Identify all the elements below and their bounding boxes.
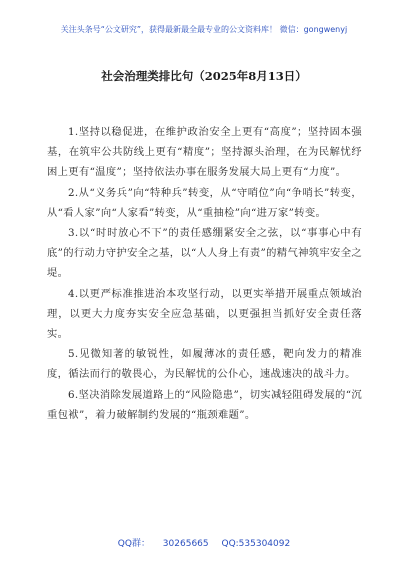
paragraph-2: 2.从“义务兵”向“特种兵”转变，从“守哨位”向“争哨长”转变，从“看人家”向“人家看”转变，从“重抽检”向“进万家”转变。 [47, 186, 362, 219]
header-notice: 关注头条号“公文研究”，获得最新最全最专业的公文资料库！ 微信：gongwenyj [60, 25, 348, 34]
footer-contact: QQ群： 30265665 QQ:535304092 [117, 539, 291, 549]
paragraph-5: 5.见微知著的敏锐性，如履薄冰的责任感，靶向发力的精准度，循法而行的敬畏心，为民解忧的公仆心，速战速决的战斗力。 [47, 348, 362, 381]
paragraph-1: 1.坚持以稳促进，在维护政治安全上更有“高度”；坚持固本强基，在筑牢公共防线上更有“精度”；坚持源头治理，在为民解忧纾困上更有“温度”；坚持依法办事在服务发展大局上更有“力度”。 [47, 126, 362, 179]
paragraph-3: 3.以“时时放心不下”的责任感绷紧安全之弦，以“事事心中有底”的行动力守护安全之基，以“人人身上有责”的精气神筑牢安全之堤。 [47, 227, 362, 280]
document-title: 社会治理类排比句（2025年8月13日） [101, 69, 307, 83]
paragraph-4: 4.以更严标准推进治本攻坚行动，以更实举措开展重点领域治理，以更大力度夯实安全应急基础，以更强担当抓好安全责任落实。 [47, 287, 362, 341]
paragraph-6: 6.坚决消除发展道路上的“风险隐患”，切实减轻阻碍发展的“沉重包袱”，着力破解制约发展的“瓶颈难题”。 [47, 388, 362, 421]
document-body [47, 122, 362, 425]
